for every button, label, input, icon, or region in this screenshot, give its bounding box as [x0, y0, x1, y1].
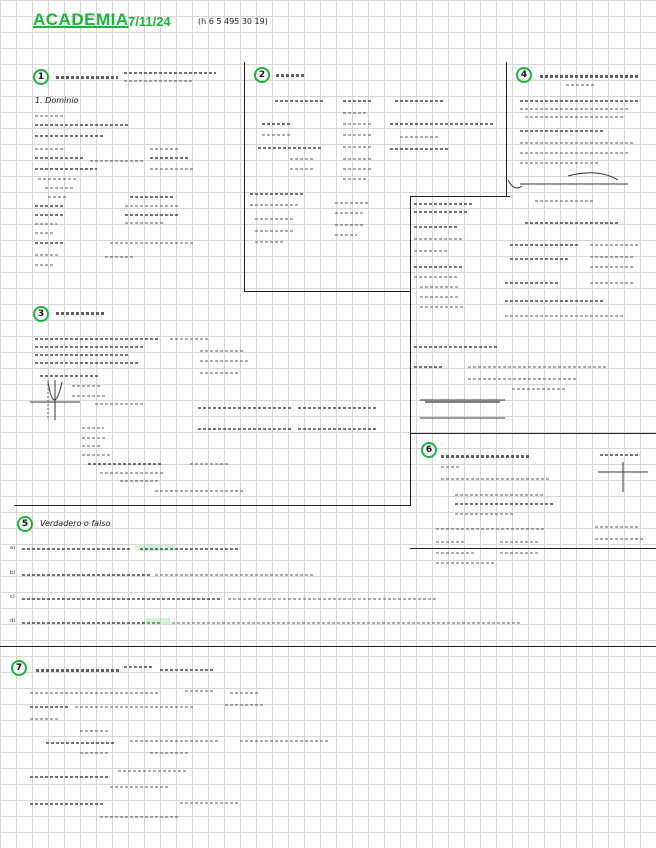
s5-a-text-2 — [140, 548, 240, 550]
s4-l13 — [414, 226, 459, 228]
s2-l5 — [262, 134, 292, 136]
s1-line-13 — [35, 232, 53, 234]
s5-item-d-label: d) — [10, 618, 16, 624]
s4-l4 — [525, 116, 625, 118]
s3-l13b — [298, 428, 378, 430]
s3-l18 — [88, 463, 163, 465]
s4-l30 — [512, 388, 567, 390]
s6-l7b — [500, 541, 540, 543]
s1-line-2 — [35, 124, 130, 126]
s7-l5c — [240, 740, 330, 742]
s1-line-10 — [35, 205, 63, 207]
s3-l1 — [35, 338, 160, 340]
s2-l13 — [290, 168, 315, 170]
s4-l11 — [414, 203, 474, 205]
s7-l7 — [30, 776, 110, 778]
s1-line-7 — [38, 178, 78, 180]
s7-l2b — [75, 706, 195, 708]
s5-d-text — [22, 622, 162, 624]
s4-l2 — [520, 100, 640, 102]
s3-l18b — [190, 463, 230, 465]
s1-line-3 — [35, 135, 105, 137]
s7-l7c — [110, 786, 170, 788]
page-date: 7/11/24 — [128, 14, 171, 29]
s2-l6 — [343, 134, 371, 136]
s2-l11 — [290, 158, 315, 160]
s1-line-4 — [35, 148, 65, 150]
s4-l28 — [414, 366, 444, 368]
s1-line-5b — [90, 160, 145, 162]
s1-line-6b — [150, 168, 195, 170]
s6-l9 — [436, 562, 496, 564]
section-number-2: 2 — [254, 67, 270, 83]
s4-l26 — [505, 315, 625, 317]
s5-heading: Verdadero o falso — [40, 519, 111, 528]
s5-item-b-label: b) — [10, 570, 16, 576]
s2-l12 — [343, 158, 373, 160]
section-number-6: 6 — [421, 442, 437, 458]
s1-line-8 — [45, 187, 75, 189]
divider-s3-bottom — [14, 505, 411, 506]
s5-b-text-2 — [155, 574, 315, 576]
s3-l4 — [35, 362, 140, 364]
s4-l28b — [468, 366, 608, 368]
s7-l1b — [185, 690, 215, 692]
s3-l16 — [82, 445, 102, 447]
s3-l17 — [82, 454, 112, 456]
s3-graph-sketch — [30, 380, 80, 420]
s5-d-text-2 — [172, 622, 522, 624]
s2-col3-head — [395, 100, 445, 102]
s5-d-highlight — [146, 618, 170, 624]
s6-l8b — [500, 552, 540, 554]
s7-l5b — [130, 740, 220, 742]
s7-l1c — [230, 692, 260, 694]
s4-l29 — [468, 378, 578, 380]
s2-l20 — [255, 218, 295, 220]
s4-number-line-2 — [420, 392, 510, 426]
s2-col1-head — [275, 100, 325, 102]
s3-l1b — [170, 338, 210, 340]
s7-l8b — [180, 802, 240, 804]
s3-l15 — [82, 437, 107, 439]
s7-statement-frac — [124, 666, 154, 668]
s1-line-12b — [125, 222, 165, 224]
s4-l21 — [510, 244, 580, 246]
divider-s6-top — [410, 433, 656, 434]
s3-l20 — [120, 480, 160, 482]
s4-l9 — [535, 200, 595, 202]
s2-l16 — [250, 193, 305, 195]
s2-l23 — [335, 234, 357, 236]
s4-l10 — [525, 222, 620, 224]
s1-function-frac — [124, 72, 216, 74]
s4-l19 — [420, 296, 458, 298]
s4-l27 — [414, 346, 499, 348]
s2-l21 — [335, 224, 365, 226]
s1-line-1 — [35, 115, 65, 117]
s4-l6 — [520, 142, 635, 144]
s4-l3 — [520, 108, 630, 110]
s4-l16 — [414, 266, 464, 268]
s1-line-6 — [35, 168, 97, 170]
s4-function-def — [540, 75, 640, 78]
s5-c-text — [22, 598, 222, 600]
s3-l3 — [35, 354, 130, 356]
s4-l8 — [520, 162, 600, 164]
s4-l22 — [510, 258, 570, 260]
s4-l21b — [590, 244, 640, 246]
s3-l19 — [100, 472, 165, 474]
divider-s6-bottom — [410, 548, 656, 549]
s6-l7 — [436, 541, 466, 543]
divider-s4-outer — [506, 62, 507, 197]
s6-l10 — [600, 454, 640, 456]
s3-l21 — [155, 490, 245, 492]
s6-l3 — [455, 494, 545, 496]
s6-l5 — [455, 513, 515, 515]
page-title: ACADEMIA — [33, 10, 129, 29]
s3-l14 — [82, 427, 104, 429]
s7-statement — [36, 669, 121, 672]
s3-function-def — [56, 312, 106, 315]
s2-col2-head — [343, 100, 373, 102]
s2-l18 — [335, 202, 370, 204]
s1-dominio-heading: 1. Dominio — [35, 96, 79, 105]
s2-function-def — [276, 74, 306, 77]
s6-l4 — [455, 503, 555, 505]
s7-l4 — [80, 730, 110, 732]
page-reference: (h 6 5 495 30 19) — [198, 17, 268, 26]
s3-l2 — [35, 346, 145, 348]
s1-function-frac-2 — [124, 80, 194, 82]
s2-l10 — [390, 148, 450, 150]
s7-l2 — [30, 706, 70, 708]
s1-line-14b — [110, 242, 195, 244]
s4-l18 — [420, 286, 460, 288]
s7-l8 — [30, 803, 105, 805]
s4-l1 — [566, 84, 596, 86]
s7-statement-2 — [160, 669, 215, 671]
s2-l17 — [250, 204, 300, 206]
section-number-1: 1 — [33, 69, 49, 85]
section-number-5: 5 — [17, 516, 33, 532]
s1-function-def — [56, 76, 118, 79]
s6-l11 — [595, 526, 640, 528]
s2-l14 — [343, 168, 373, 170]
s4-l24b — [590, 282, 635, 284]
s3-l7 — [200, 372, 240, 374]
s3-l11 — [95, 403, 145, 405]
s4-l14 — [414, 238, 464, 240]
section-number-4: 4 — [516, 67, 532, 83]
s4-l24 — [505, 282, 560, 284]
s6-l8 — [436, 552, 476, 554]
s5-item-c-label: c) — [10, 594, 15, 600]
s2-l24 — [255, 241, 285, 243]
s1-line-5 — [35, 157, 85, 159]
s2-l9 — [343, 146, 371, 148]
s2-l19 — [335, 212, 363, 214]
s3-l5 — [200, 350, 245, 352]
s6-l1 — [441, 466, 461, 468]
s4-l5 — [520, 130, 605, 132]
s4-l23 — [590, 266, 635, 268]
s7-l6 — [80, 752, 110, 754]
s4-l20 — [420, 306, 465, 308]
s2-l4 — [390, 123, 495, 125]
s3-l13 — [198, 428, 293, 430]
s3-l6 — [200, 360, 250, 362]
divider-s4-left — [410, 196, 411, 506]
s2-l3 — [343, 123, 373, 125]
s2-l2 — [262, 123, 292, 125]
s5-item-a-label: a) — [10, 545, 16, 551]
s7-l7b — [118, 770, 188, 772]
s2-l15 — [343, 178, 368, 180]
s7-l3 — [30, 718, 60, 720]
s2-l1 — [343, 112, 368, 114]
s1-line-12 — [35, 223, 57, 225]
s4-l7 — [520, 152, 630, 154]
divider-s4-top — [410, 196, 510, 197]
s2-l22 — [255, 230, 295, 232]
s6-l2 — [441, 478, 551, 480]
s3-l12 — [198, 407, 293, 409]
s2-l7 — [400, 136, 440, 138]
s1-line-5c — [150, 157, 190, 159]
s1-line-14 — [35, 242, 65, 244]
s4-l12 — [414, 211, 469, 213]
s5-b-text — [22, 574, 152, 576]
s7-l9 — [100, 816, 180, 818]
s1-line-9 — [48, 196, 68, 198]
s7-l2c — [225, 704, 265, 706]
s4-l15 — [414, 250, 449, 252]
s1-line-4b — [150, 148, 180, 150]
divider-s1-right — [244, 62, 245, 292]
s1-line-11 — [35, 214, 65, 216]
divider-s7-top — [0, 646, 656, 647]
s6-l12 — [595, 538, 645, 540]
divider-s2-bottom — [244, 291, 410, 292]
s5-a-text — [22, 548, 132, 550]
s1-line-10b — [125, 205, 180, 207]
s1-line-16 — [35, 264, 53, 266]
s6-function-def — [441, 455, 531, 458]
s2-l8 — [258, 147, 323, 149]
s3-l12b — [298, 407, 378, 409]
s5-c-text-2 — [228, 598, 438, 600]
s1-line-15b — [105, 256, 135, 258]
s3-l8 — [40, 375, 100, 377]
s4-l17 — [414, 276, 459, 278]
s7-l1 — [30, 692, 160, 694]
section-number-7: 7 — [11, 660, 27, 676]
s7-l6b — [150, 752, 190, 754]
s1-line-11b — [125, 214, 180, 216]
section-number-3: 3 — [33, 306, 49, 322]
s6-sign-table — [598, 462, 648, 492]
s4-number-line-1 — [508, 172, 638, 202]
s6-l6 — [436, 528, 546, 530]
s4-l22b — [590, 256, 635, 258]
s1-line-15 — [35, 254, 60, 256]
s4-l25 — [505, 300, 605, 302]
s1-line-9b — [130, 196, 175, 198]
s7-l5 — [46, 742, 116, 744]
